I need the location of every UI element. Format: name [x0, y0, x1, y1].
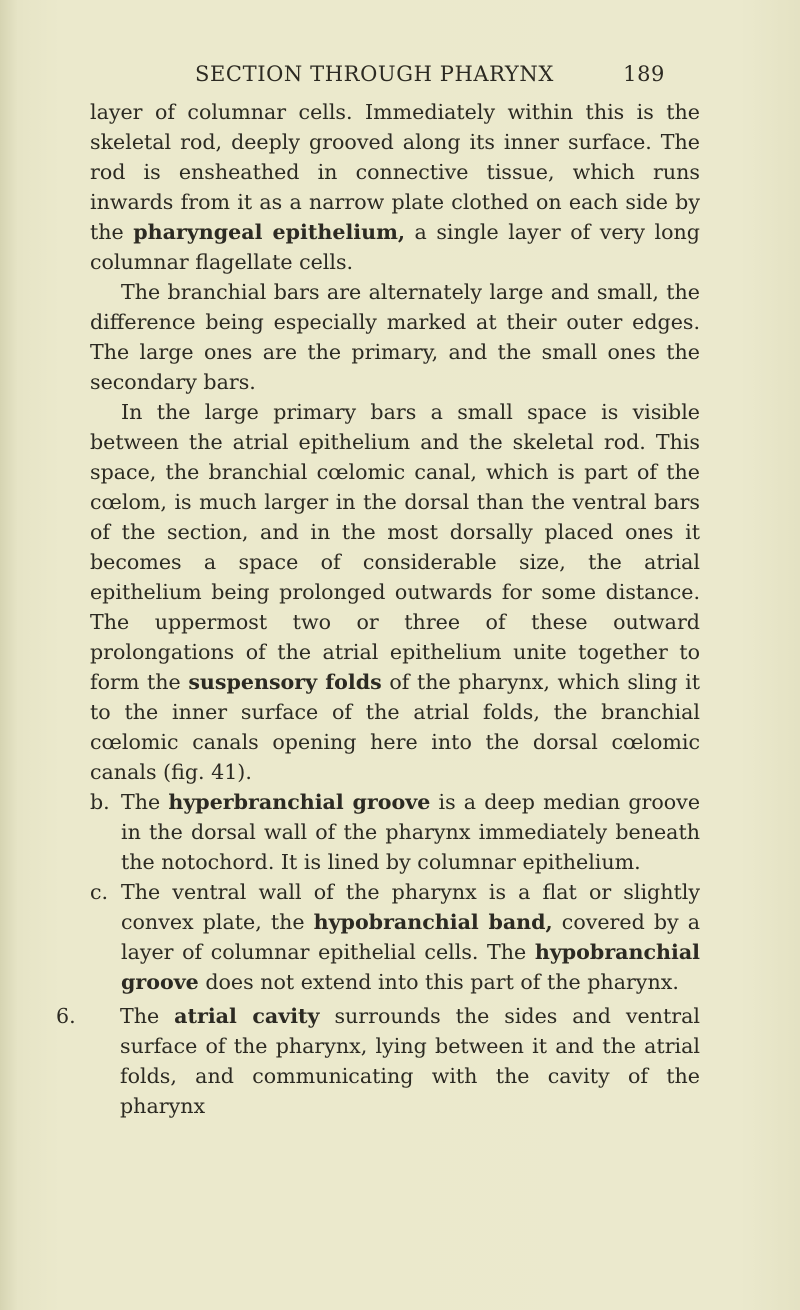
- text-run: layer of columnar cells. Immediately within this is the skeletal rod, deeply grooved along its inner surface. The rod is ensheathed in connective tissue, which runs inwards from it as a narrow plate clothed on each side by the: [90, 100, 700, 244]
- list-label-6: 6.: [56, 1004, 76, 1028]
- text-run: The ventral wall of the pharynx is a flat or slightly convex plate, the: [121, 880, 700, 934]
- paragraph-primary-bars: [90, 397, 700, 787]
- paragraph-continuation: [90, 97, 700, 277]
- list-item-c: [90, 877, 700, 997]
- text-run: The: [121, 790, 169, 814]
- text-run: does not extend into this part of the pharynx.: [198, 970, 679, 994]
- text-run: The: [120, 1004, 175, 1028]
- text-run: covered by a layer of columnar epithelial cells. The: [121, 910, 700, 964]
- text-run: is a deep median groove in the dorsal wall of the pharynx immediately beneath the notochord. It is lined by columnar epithelium.: [121, 790, 701, 874]
- text-run: surrounds the sides and ventral surface of the pharynx, lying between it and the atrial folds, and communicating with the cavity of the pharynx: [120, 1004, 700, 1118]
- list-item-b: [90, 787, 700, 877]
- text-run: of the pharynx, which sling it to the inner surface of the atrial folds, the branchial cœlomic canals opening here into the dorsal cœlomic canals (fig. 41).: [90, 670, 700, 784]
- term-hyperbranchial-groove: hyperbranchial groove: [168, 790, 431, 814]
- list-item-6: [56, 1001, 700, 1121]
- paragraph-branchial-bars: The branchial bars are alternately large and small, the difference being especially marked at their outer edges. The large ones are the primary, and the small ones the secondary bars.: [90, 280, 700, 394]
- running-title: SECTION THROUGH PHARYNX: [195, 62, 554, 86]
- text-run: a single layer of very long columnar flagellate cells.: [90, 220, 700, 274]
- term-atrial-cavity: atrial cavity: [174, 1004, 320, 1028]
- term-hypobranchial-groove: hypobranchial groove: [121, 940, 700, 994]
- term-pharyngeal-epithelium: pharyngeal epithelium,: [133, 220, 406, 244]
- list-label-b: b.: [90, 790, 110, 814]
- text-run: In the large primary bars a small space is visible between the atrial epithelium and the skeletal rod. This space, the branchial cœlomic canal, which is part of the cœlom, is much larger in the dorsal than the ventral bars of the section, and in the most dorsally placed ones it becomes a space of considerable size, the atrial epithelium being prolonged outwards for some distance. The uppermost two or three of these outward prolongations of the atrial epithelium unite together to form the: [90, 400, 700, 694]
- body-text: [56, 97, 701, 1121]
- term-hypobranchial-band: hypobranchial band,: [313, 910, 553, 934]
- page-number: 189: [623, 62, 665, 86]
- list-label-c: c.: [90, 880, 109, 904]
- term-suspensory-folds: suspensory folds: [188, 670, 382, 694]
